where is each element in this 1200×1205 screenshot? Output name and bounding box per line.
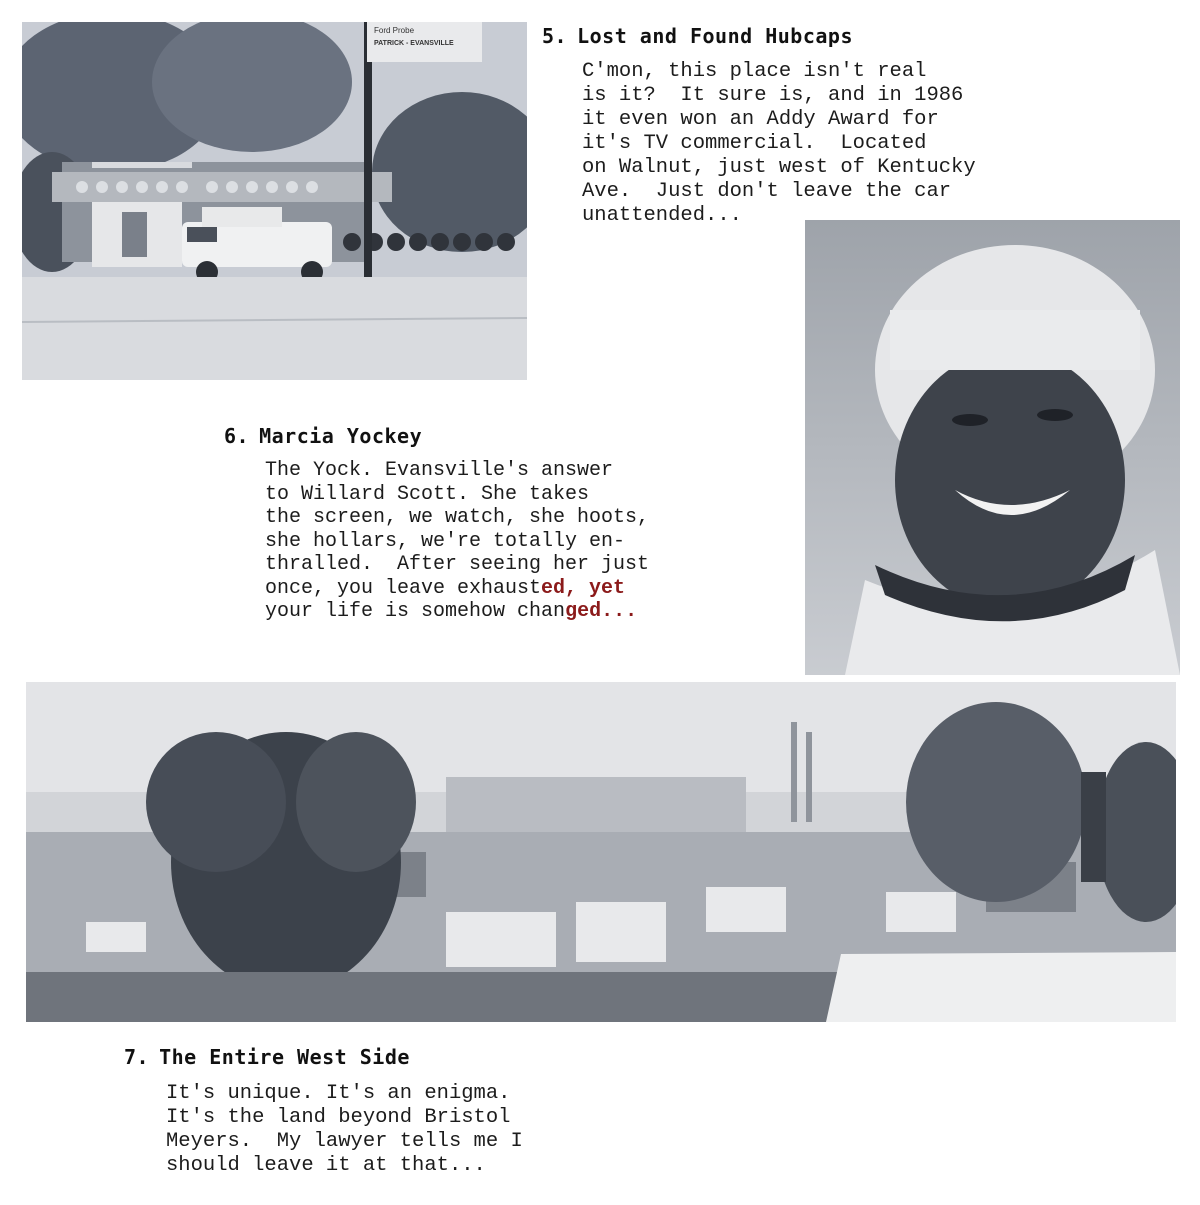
- item-6-line: she hollars, we're totally en-: [265, 529, 626, 553]
- item-6-line: [265, 600, 649, 624]
- item-5-line: unattended...: [582, 204, 742, 227]
- item-7-heading: [124, 1045, 410, 1069]
- item-7-line: Meyers. My lawyer tells me I: [166, 1130, 523, 1153]
- item-6-line: thralled. After seeing her just: [265, 553, 650, 576]
- item-5-line: it even won an Addy Award for: [582, 108, 939, 131]
- item-6-line-6a: once, you leave exhaust: [265, 576, 542, 600]
- portrait-photo: [805, 220, 1180, 675]
- item-7-title: The Entire West Side: [159, 1045, 410, 1069]
- item-6-line-7b: ged...: [565, 600, 638, 623]
- item-7-line: It's the land beyond Bristol: [166, 1106, 511, 1129]
- item-5-line: on Walnut, just west of Kentucky: [582, 156, 976, 179]
- sign-text-1: Ford Probe: [374, 26, 415, 35]
- item-7-line: It's unique. It's an enigma.: [166, 1082, 511, 1105]
- portrait-illustration: [805, 220, 1180, 675]
- item-5-line: C'mon, this place isn't real: [582, 60, 927, 83]
- panorama-illustration: [26, 682, 1176, 1022]
- item-5-heading: [542, 24, 853, 48]
- item-6-line-7a: your life is somehow chan: [265, 600, 566, 623]
- item-5-text: [582, 60, 976, 228]
- item-7-line: should leave it at that...: [166, 1154, 486, 1177]
- item-6-text: [265, 459, 649, 624]
- item-6-number: 6.: [224, 424, 250, 448]
- item-7-text: [166, 1082, 523, 1178]
- item-6-line: to Willard Scott. She takes: [265, 482, 590, 506]
- item-6-line-6b: ed, yet: [541, 576, 626, 600]
- item-6-line: [265, 577, 649, 601]
- item-5-title: Lost and Found Hubcaps: [577, 24, 853, 48]
- hubcap-shop-illustration: [22, 22, 527, 380]
- hubcap-shop-photo: [22, 22, 527, 380]
- item-7-number: 7.: [124, 1045, 150, 1069]
- sign-text-2: PATRICK - EVANSVILLE: [374, 40, 454, 47]
- west-side-panorama-photo: [26, 682, 1176, 1022]
- item-6-line: the screen, we watch, she hoots,: [265, 506, 650, 529]
- item-5-line: is it? It sure is, and in 1986: [582, 84, 964, 107]
- item-6-heading: [224, 424, 422, 448]
- item-6-line: The Yock. Evansville's answer: [265, 459, 614, 482]
- item-5-number: 5.: [542, 24, 568, 48]
- item-5-line: Ave. Just don't leave the car: [582, 180, 952, 203]
- item-5-line: it's TV commercial. Located: [582, 132, 927, 155]
- item-6-title: Marcia Yockey: [259, 424, 423, 448]
